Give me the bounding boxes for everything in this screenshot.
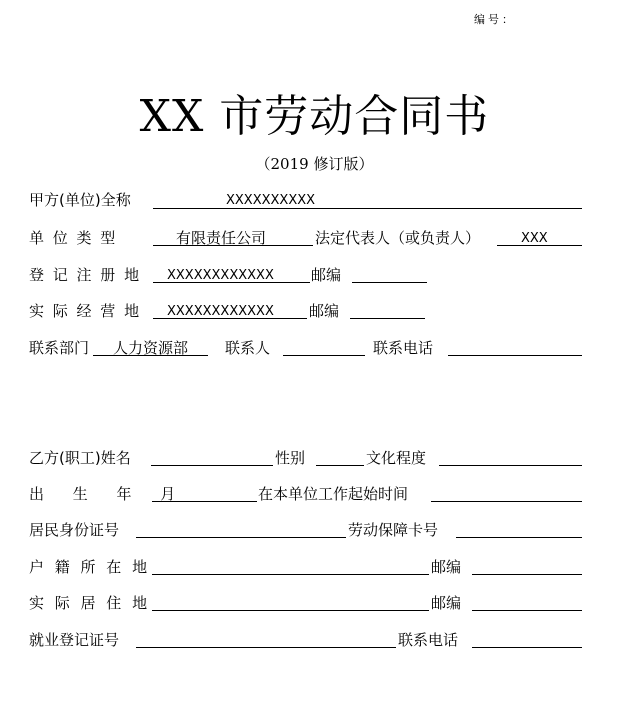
party-a-phone-field[interactable]	[448, 355, 582, 356]
unit-type-value: 有限责任公司	[176, 229, 267, 247]
residence-postcode-field[interactable]	[472, 610, 582, 611]
registration-address-value: XXXXXXXXXXXX	[167, 268, 274, 283]
party-a-name-field[interactable]	[153, 208, 582, 209]
contact-department-value: 人力资源部	[113, 339, 189, 357]
birth-date-field[interactable]	[152, 501, 257, 502]
party-a-phone-label: 联系电话	[373, 339, 434, 357]
labor-card-field[interactable]	[456, 537, 582, 538]
household-postcode-field[interactable]	[472, 574, 582, 575]
start-date-label: 在本单位工作起始时间	[258, 485, 409, 503]
residence-postcode-label: 邮编	[431, 594, 462, 612]
operating-address-label: 实 际 经 营 地	[29, 302, 142, 320]
document-title: XX 市劳动合同书	[139, 91, 490, 142]
operating-address-value: XXXXXXXXXXXX	[167, 304, 274, 319]
contact-person-field[interactable]	[283, 355, 365, 356]
gender-label: 性别	[275, 449, 306, 467]
residence-address-field[interactable]	[152, 610, 429, 611]
contact-department-label: 联系部门	[29, 339, 90, 357]
registration-postcode-field[interactable]	[352, 282, 427, 283]
labor-card-label: 劳动保障卡号	[348, 521, 439, 539]
registration-postcode-label: 邮编	[311, 266, 342, 284]
contact-person-label: 联系人	[225, 339, 271, 357]
employment-registration-field[interactable]	[136, 647, 396, 648]
party-b-name-field[interactable]	[151, 465, 273, 466]
document-subtitle: （2019 修订版）	[255, 155, 374, 173]
household-registration-label: 户 籍 所 在 地	[29, 558, 151, 576]
operating-postcode-field[interactable]	[350, 318, 425, 319]
legal-rep-value: XXX	[521, 231, 548, 246]
id-number-label: 居民身份证号	[29, 521, 120, 539]
employment-registration-label: 就业登记证号	[29, 631, 120, 649]
start-date-field[interactable]	[431, 501, 582, 502]
gender-field[interactable]	[316, 465, 364, 466]
serial-number-label: 编号：	[474, 13, 516, 26]
education-label: 文化程度	[366, 449, 427, 467]
operating-postcode-label: 邮编	[309, 302, 340, 320]
residence-address-label: 实 际 居 住 地	[29, 594, 151, 612]
education-field[interactable]	[439, 465, 582, 466]
household-registration-field[interactable]	[152, 574, 429, 575]
party-b-name-label: 乙方(职工)姓名	[29, 449, 131, 467]
party-b-phone-label: 联系电话	[398, 631, 459, 649]
party-a-name-value: XXXXXXXXXX	[226, 193, 316, 208]
household-postcode-label: 邮编	[431, 558, 462, 576]
party-a-name-label: 甲方(单位)全称	[29, 191, 131, 209]
id-number-field[interactable]	[136, 537, 346, 538]
party-b-phone-field[interactable]	[472, 647, 582, 648]
legal-rep-label: 法定代表人（或负责人）	[315, 229, 481, 247]
birth-date-label: 出 生 年 月	[29, 485, 188, 503]
registration-address-label: 登 记 注 册 地	[29, 266, 142, 284]
unit-type-label: 单 位 类 型	[29, 229, 118, 247]
